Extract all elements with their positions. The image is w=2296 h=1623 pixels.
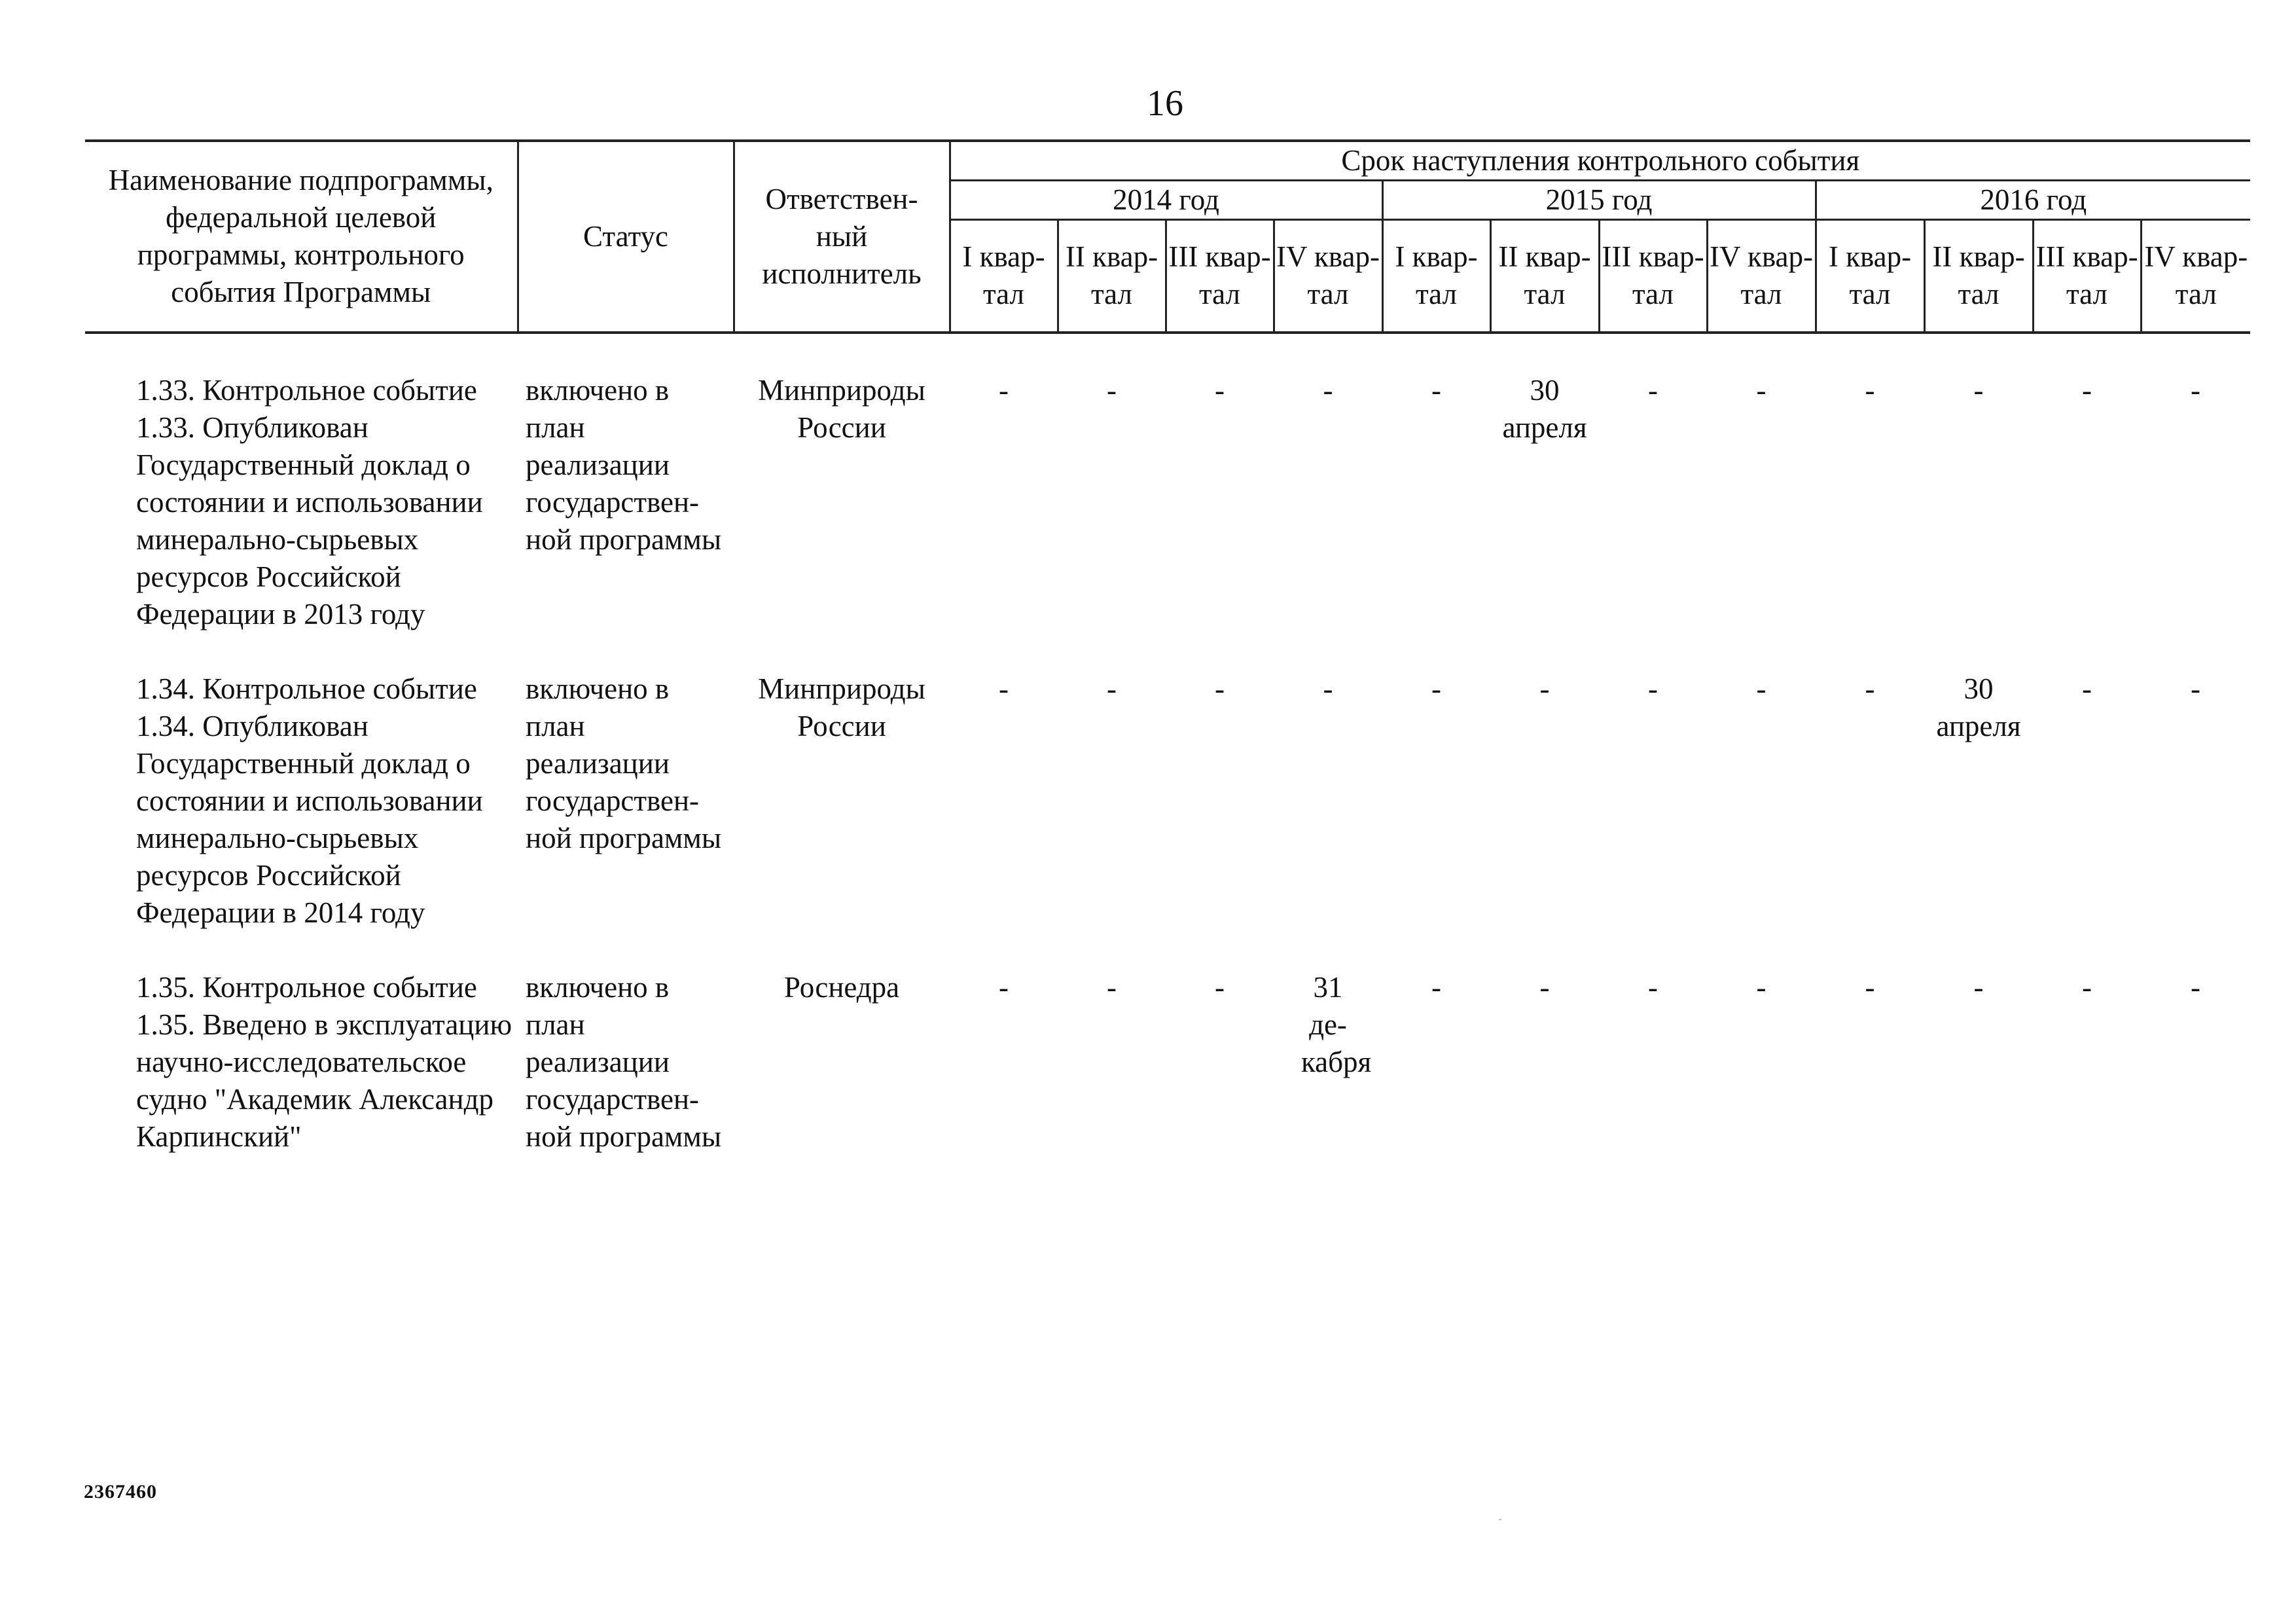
event-executor-text: Минприроды России (758, 373, 925, 444)
quarter-cell: - (1865, 970, 1875, 1004)
quarter-cell: - (2191, 672, 2201, 705)
event-status: включено в план реализации государствен-ной программы (526, 970, 722, 1153)
header-quarter-2016-2: II квар-тал (1924, 220, 2033, 333)
header-executor-text: Ответствен-ный исполнитель (762, 182, 922, 290)
event-executor-text: Роснедра (783, 970, 900, 1004)
table-row (85, 670, 2250, 969)
header-quarter-2014-4: IV квар-тал (1274, 220, 1382, 333)
quarter-cell: - (1756, 970, 1767, 1004)
quarter-cell: - (1539, 672, 1550, 705)
quarter-cell: - (999, 672, 1009, 705)
quarter-cell: - (1756, 672, 1767, 705)
quarter-cell: - (999, 373, 1009, 407)
header-deadline: Срок наступления контрольного события (950, 141, 2250, 181)
quarter-cell: - (1865, 373, 1875, 407)
event-name: 1.35. Контрольное событие 1.35. Введено в эксплуатацию научно-исследовательское судно "Академик Александр Карпинский" (136, 970, 512, 1153)
header-quarter-2016-1: I квар-тал (1816, 220, 1924, 333)
event-status: включено в план реализации государствен-ной программы (526, 373, 722, 556)
header-status: Статус (518, 141, 734, 333)
quarter-cell: - (999, 970, 1009, 1004)
control-events-table (85, 139, 2250, 1156)
event-name: 1.34. Контрольное событие 1.34. Опубликован Государственный доклад о состоянии и использовании минерально-сырьевых ресурсов Российской Федерации в 2014 году (136, 672, 483, 929)
scan-speck (1499, 1519, 1501, 1520)
quarter-cell: - (1431, 373, 1441, 407)
header-quarter-2014-3: III квар-тал (1166, 220, 1274, 333)
quarter-cell: - (1973, 373, 1984, 407)
quarter-cell: - (1107, 373, 1117, 407)
december-deadline: 31 де-кабря (1301, 970, 1372, 1078)
quarter-cell: - (1539, 970, 1550, 1004)
event-executor (734, 372, 950, 670)
header-quarter-2014-1: I квар-тал (950, 220, 1058, 333)
header-quarter-2015-4: IV квар-тал (1707, 220, 1816, 333)
quarter-cell: - (1215, 970, 1225, 1004)
quarter-cell: - (1756, 373, 1767, 407)
header-quarter-2016-3: III квар-тал (2033, 220, 2141, 333)
quarter-cell: - (1107, 672, 1117, 705)
quarter-cell: - (1865, 672, 1875, 705)
header-quarter-2016-4: IV квар-тал (2141, 220, 2250, 333)
quarter-cell: - (2082, 373, 2092, 407)
table-row (85, 372, 2250, 670)
quarter-cell: - (2191, 970, 2201, 1004)
quarter-cell: - (1431, 970, 1441, 1004)
quarter-cell: - (1648, 373, 1658, 407)
table-row (85, 969, 2250, 1156)
quarter-cell (1274, 969, 1382, 1156)
event-name: 1.33. Контрольное событие 1.33. Опубликован Государственный доклад о состоянии и использовании минерально-сырьевых ресурсов Российской Федерации в 2013 году (136, 373, 483, 630)
quarter-cell: - (1648, 970, 1658, 1004)
header-quarter-2014-2: II квар-тал (1058, 220, 1166, 333)
event-executor-text: Минприроды России (758, 672, 925, 742)
header-year-2014: 2014 год (950, 181, 1382, 220)
quarter-cell: - (1431, 672, 1441, 705)
header-quarter-2015-1: I квар-тал (1382, 220, 1490, 333)
quarter-cell: - (2191, 373, 2201, 407)
quarter-cell: - (2082, 970, 2092, 1004)
document-code: 2367460 (84, 1481, 157, 1503)
quarter-cell: - (1107, 970, 1117, 1004)
table-header (85, 141, 2250, 333)
quarter-cell: - (1323, 373, 1333, 407)
quarter-cell: - (1323, 672, 1333, 705)
quarter-cell: - (1973, 970, 1984, 1004)
header-executor (734, 141, 950, 333)
quarter-cell: - (1648, 672, 1658, 705)
quarter-cell: 30 апреля (1936, 672, 2021, 742)
header-name (85, 141, 518, 333)
quarter-cell: - (2082, 672, 2092, 705)
page-number: 16 (1147, 83, 1183, 124)
quarter-cell: - (1215, 373, 1225, 407)
event-status: включено в план реализации государствен-ной программы (526, 672, 722, 854)
quarter-cell: 30 апреля (1502, 373, 1587, 444)
event-executor (734, 969, 950, 1156)
header-year-2015: 2015 год (1382, 181, 1816, 220)
header-quarter-2015-3: III квар-тал (1599, 220, 1707, 333)
table-body (85, 333, 2250, 1156)
event-executor (734, 670, 950, 969)
header-year-2016: 2016 год (1816, 181, 2250, 220)
quarter-cell: - (1215, 672, 1225, 705)
header-name-text: Наименование подпрограммы, федеральной целевой программы, контрольного события Программы (108, 164, 493, 309)
header-quarter-2015-2: II квар-тал (1490, 220, 1599, 333)
